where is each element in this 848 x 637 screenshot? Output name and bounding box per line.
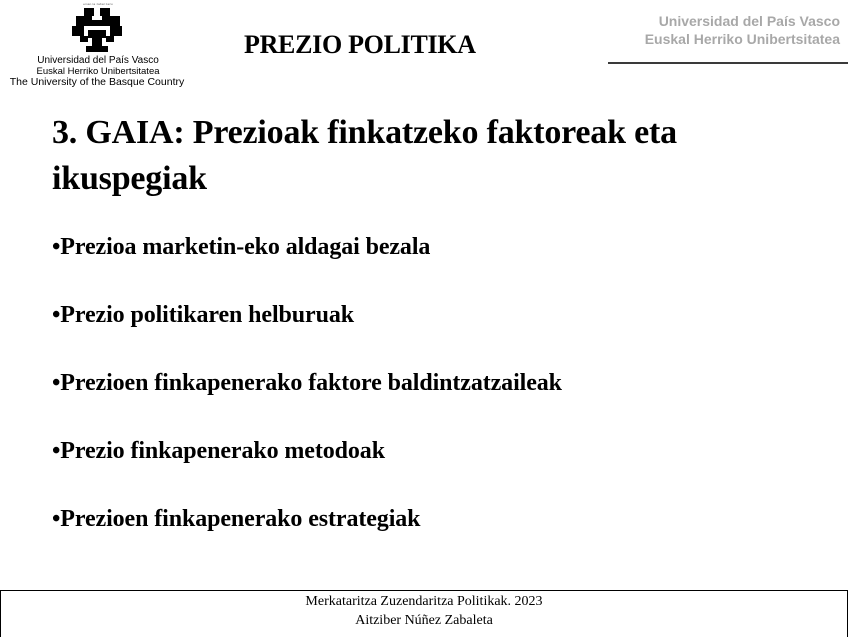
- course-title: PREZIO POLITIKA: [244, 30, 476, 59]
- topic-list: [52, 230, 562, 570]
- list-item: •Prezio finkapenerako metodoak: [52, 438, 385, 464]
- slide-footer: [0, 590, 848, 637]
- list-item: •Prezio politikaren helburuak: [52, 302, 354, 328]
- footer-author: Aitziber Núñez Zabaleta: [355, 613, 493, 628]
- upv-ehu-tree-logo-icon: [70, 8, 126, 52]
- list-item: •Prezioen finkapenerako estrategiak: [52, 506, 421, 532]
- university-logo: [0, 2, 196, 92]
- logo-text-english: The University of the Basque Country: [9, 76, 185, 88]
- university-name-spanish: Universidad del País Vasco: [658, 13, 840, 29]
- university-name-basque: Euskal Herriko Unibertsitatea: [644, 31, 840, 47]
- list-item: •Prezioa marketin-eko aldagai bezala: [52, 234, 431, 260]
- logo-motto: eman ta zabal zazu: [83, 2, 113, 6]
- logo-text-basque: Euskal Herriko Unibertsitatea: [36, 66, 160, 77]
- header-divider: [608, 62, 848, 64]
- university-name-right: [645, 12, 840, 48]
- list-item: •Prezioen finkapenerako faktore baldintzatzaileak: [52, 370, 562, 396]
- footer-course: Merkataritza Zuzendaritza Politikak. 2023: [305, 594, 543, 609]
- slide-title: 3. GAIA: Prezioak finkatzeko faktoreak eta ikuspegiak: [52, 114, 677, 197]
- logo-text-spanish: Universidad del País Vasco: [37, 55, 159, 66]
